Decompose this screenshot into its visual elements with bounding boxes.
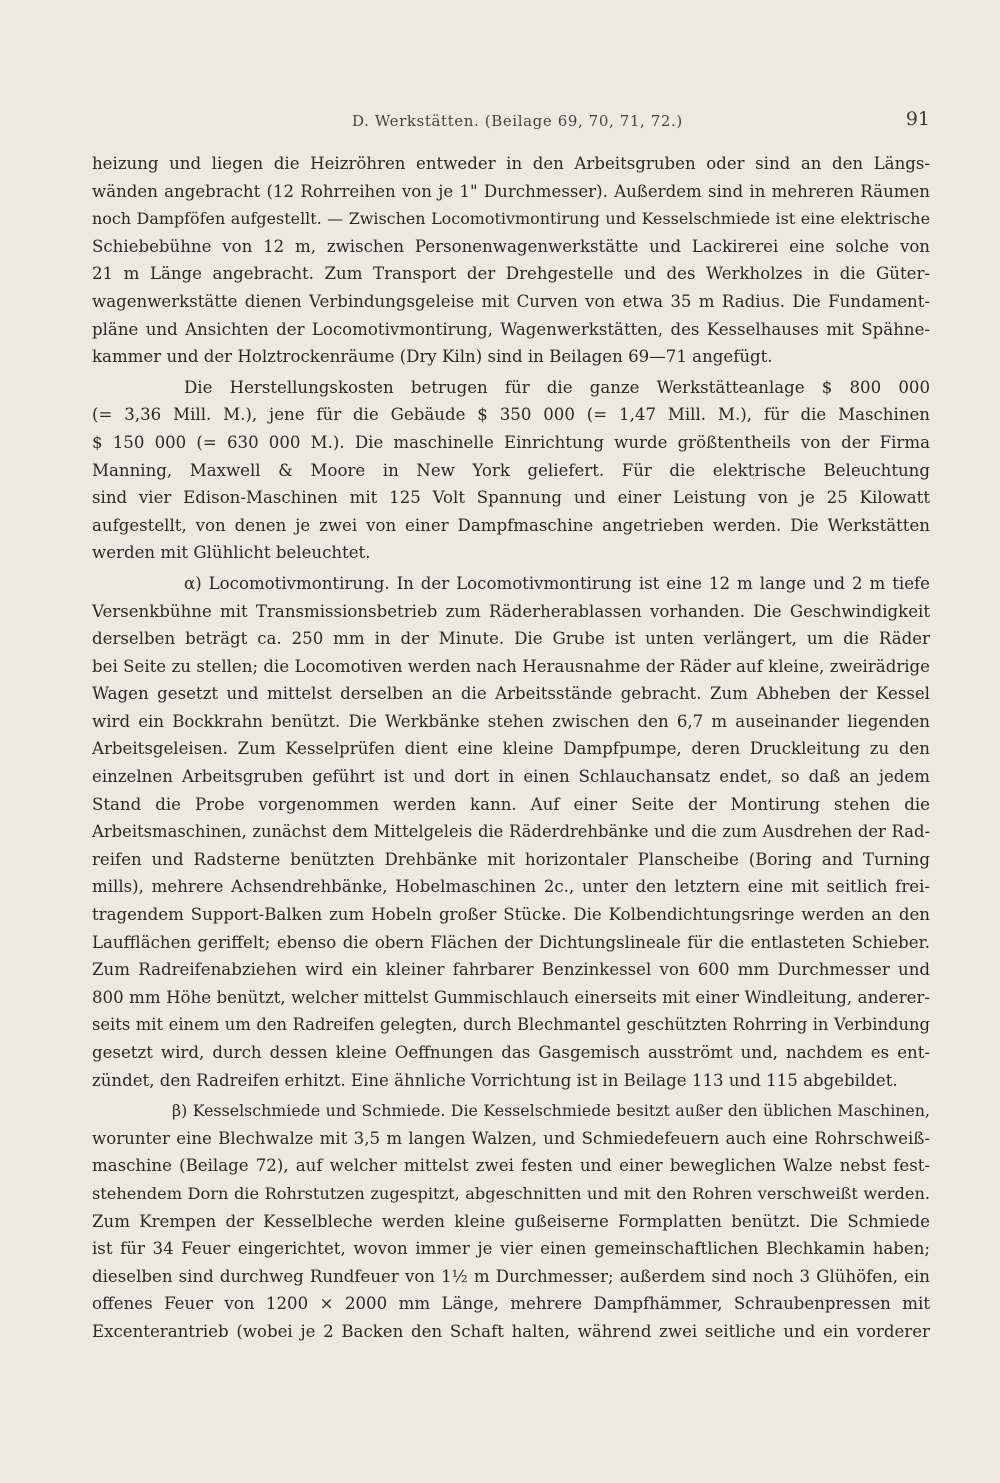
text-line: stehendem Dorn die Rohrstutzen zugespitzt, abgeschnitten und mit den Rohren verschweißt werden. — [92, 1183, 930, 1203]
text-line: sind vier Edison-Maschinen mit 125 Volt Spannung und einer Leistung von je 25 Kilowatt — [92, 488, 930, 508]
text-line: derselben beträgt ca. 250 mm in der Minute. Die Grube ist unten verlängert, um die Räder — [92, 629, 930, 649]
text-line: bei Seite zu stellen; die Locomotiven werden nach Herausnahme der Räder auf kleine, zweirädrige — [92, 656, 930, 676]
text-line: worunter eine Blechwalze mit 3,5 m langen Walzen, und Schmiedefeuern auch eine Rohrschweiß- — [92, 1128, 930, 1148]
paragraph-locomotive-assembly — [92, 570, 930, 1094]
text-line: Arbeitsgeleisen. Zum Kesselprüfen dient eine kleine Dampfpumpe, deren Druckleitung zu den — [92, 739, 930, 759]
text-line: Manning, Maxwell & Moore in New York geliefert. Für die elektrische Beleuchtung — [92, 460, 930, 480]
text-line: 21 m Länge angebracht. Zum Transport der Drehgestelle und des Werkholzes in die Güter- — [92, 264, 930, 284]
section-beta-line: β) Kesselschmiede und Schmiede. Die Kesselschmiede besitzt außer den üblichen Maschinen, — [172, 1101, 930, 1121]
text-line: Versenkbühne mit Transmissionsbetrieb zum Räderherablassen vorhanden. Die Geschwindigkeit — [92, 601, 930, 621]
text-line: ist für 34 Feuer eingerichtet, wovon immer je vier einen gemeinschaftlichen Blechkamin haben; — [92, 1239, 930, 1259]
text-line: Stand die Probe vorgenommen werden kann. Auf einer Seite der Montirung stehen die — [92, 794, 930, 814]
text-line: 800 mm Höhe benützt, welcher mittelst Gummischlauch einerseits mit einer Windleitung, anderer- — [92, 987, 930, 1007]
text-line: reifen und Radsterne benützten Drehbänke mit horizontaler Planscheibe (Boring and Turning — [92, 849, 930, 869]
text-line: tragendem Support-Balken zum Hobeln großer Stücke. Die Kolbendichtungsringe werden an den — [92, 905, 930, 925]
text-line: werden mit Glühlicht beleuchtet. — [92, 543, 371, 563]
text-line: Die Herstellungskosten betrugen für die ganze Werkstätteanlage $ 800 000 — [184, 377, 930, 397]
text-line: offenes Feuer von 1200 × 2000 mm Länge, mehrere Dampfhämmer, Schraubenpressen mit — [92, 1294, 930, 1314]
text-line: Arbeitsmaschinen, zunächst dem Mittelgeleis die Räderdrehbänke und die zum Ausdrehen der Rad- — [92, 822, 930, 842]
text-line: Schiebebühne von 12 m, zwischen Personenwagenwerkstätte und Lackirerei eine solche von — [92, 236, 930, 256]
text-line: einzelnen Arbeitsgruben geführt ist und dort in einen Schlauchansatz endet, so daß an jedem — [92, 767, 930, 787]
page-header — [92, 108, 930, 136]
text-line: wagenwerkstätte dienen Verbindungsgeleise mit Curven von etwa 35 m Radius. Die Fundament- — [92, 291, 930, 311]
paragraph-costs — [92, 374, 930, 567]
body-text — [92, 150, 930, 1346]
text-line: dieselben sind durchweg Rundfeuer von 1½ m Durchmesser; außerdem sind noch 3 Glühöfen, ein — [92, 1266, 930, 1286]
text-line: Excenterantrieb (wobei je 2 Backen den Schaft halten, während zwei seitliche und ein vorderer — [92, 1321, 930, 1341]
page-number: 91 — [905, 108, 930, 130]
text-line: seits mit einem um den Radreifen gelegten, durch Blechmantel geschützten Rohrring in Verbindung — [92, 1015, 930, 1035]
text-line: Zum Radreifenabziehen wird ein kleiner fahrbarer Benzinkessel von 600 mm Durchmesser und — [92, 960, 930, 980]
paragraph-heating — [92, 150, 930, 371]
text-line: $ 150 000 (= 630 000 M.). Die maschinelle Einrichtung wurde größtentheils von der Firma — [92, 432, 930, 452]
text-line: Wagen gesetzt und mittelst derselben an die Arbeitsstände gebracht. Zum Abheben der Kessel — [92, 684, 930, 704]
text-line: kammer und der Holztrockenräume (Dry Kiln) sind in Beilagen 69—71 angefügt. — [92, 347, 773, 367]
text-line: gesetzt wird, durch dessen kleine Oeffnungen das Gasgemisch ausströmt und, nachdem es ent- — [92, 1043, 930, 1062]
text-line: zündet, den Radreifen erhitzt. Eine ähnliche Vorrichtung ist in Beilage 113 und 115 abgebildet. — [92, 1070, 898, 1090]
text-line: noch Dampföfen aufgestellt. — Zwischen Locomotivmontirung und Kesselschmiede ist eine elektrische — [92, 209, 930, 229]
text-line: wird ein Bockkrahn benützt. Die Werkbänke stehen zwischen den 6,7 m auseinander liegenden — [92, 711, 930, 731]
paragraph-boiler-shop — [92, 1097, 930, 1345]
text-line: (= 3,36 Mill. M.), jene für die Gebäude $ 350 000 (= 1,47 Mill. M.), für die Maschinen — [92, 405, 930, 425]
text-line: Zum Krempen der Kesselbleche werden kleine gußeiserne Formplatten benützt. Die Schmiede — [92, 1211, 930, 1231]
text-line: mills), mehrere Achsendrehbänke, Hobelmaschinen 2c., unter den letztern eine mit seitlich frei- — [92, 877, 930, 897]
text-line: aufgestellt, von denen je zwei von einer Dampfmaschine angetrieben werden. Die Werkstätten — [92, 515, 930, 535]
text-line: Laufflächen geriffelt; ebenso die obern Flächen der Dichtungslineale für die entlasteten Schieber. — [92, 932, 930, 952]
section-alpha-line: α) Locomotivmontirung. In der Locomotivmontirung ist eine 12 m lange und 2 m tiefe — [184, 573, 930, 593]
text-line: pläne und Ansichten der Locomotivmontirung, Wagenwerkstätten, des Kesselhauses mit Spähne- — [92, 319, 930, 339]
text-line: heizung und liegen die Heizröhren entweder in den Arbeitsgruben oder sind an den Längs- — [92, 154, 930, 173]
text-line: wänden angebracht (12 Rohrreihen von je 1" Durchmesser). Außerdem sind in mehreren Räumen — [92, 181, 930, 201]
text-line: maschine (Beilage 72), auf welcher mittelst zwei festen und einer beweglichen Walze nebst fest- — [92, 1156, 930, 1176]
running-head: D. Werkstätten. (Beilage 69, 70, 71, 72.) — [352, 112, 683, 130]
